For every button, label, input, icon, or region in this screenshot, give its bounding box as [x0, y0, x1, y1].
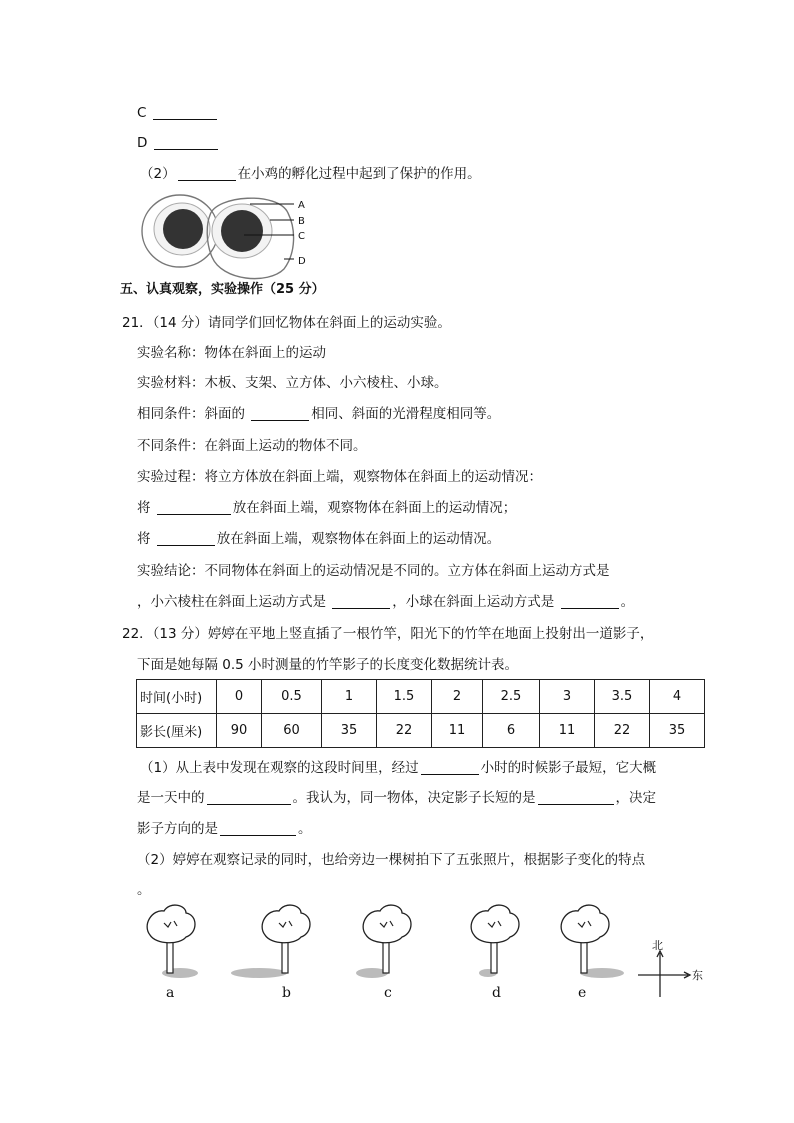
table-cell: 90: [217, 714, 262, 748]
line-d: D: [137, 134, 220, 152]
table-row-shadow: [137, 714, 705, 748]
table-cell: 1: [322, 680, 377, 714]
table-cell: 3: [540, 680, 595, 714]
table-cell: 3.5: [595, 680, 650, 714]
q22-sub1-line2: 是一天中的 。我认为，同一物体，决定影子长短的是 ，决定: [137, 790, 656, 806]
table-cell: 22: [377, 714, 432, 748]
q22-intro-2: 下面是她每隔 0.5 小时测量的竹竿影子的长度变化数据统计表。: [137, 657, 519, 673]
answer-blank-ball[interactable]: [561, 594, 619, 609]
q22-sub1-line1: （1）从上表中发现在观察的这段时间里，经过 小时的时候影子最短，它大概: [140, 760, 657, 776]
egg-label-c: C: [298, 231, 305, 242]
q22-sub2: （2）婷婷在观察记录的同时，也给旁边一棵树拍下了五张照片，根据影子变化的特点: [137, 852, 646, 868]
answer-blank-prism[interactable]: [332, 594, 390, 609]
tree-photos: [130, 905, 710, 1005]
answer-blank-c[interactable]: [153, 105, 217, 120]
compass-north-label: 北: [652, 939, 663, 952]
table-cell: 11: [432, 714, 483, 748]
q21-materials: 实验材料：木板、支架、立方体、小六棱柱、小球。: [137, 375, 448, 391]
tree-label-e: e: [578, 985, 587, 1001]
table-cell: 22: [595, 714, 650, 748]
table-cell: 35: [322, 714, 377, 748]
line-c: C: [137, 104, 219, 122]
q21-diff: 不同条件：在斜面上运动的物体不同。: [137, 438, 367, 454]
q21-intro: 21．（14 分）请同学们回忆物体在斜面上的运动实验。: [122, 315, 451, 331]
table-cell: 35: [650, 714, 705, 748]
q22-sub2-cont: 。: [137, 882, 151, 898]
compass-east-label: 东: [692, 969, 703, 982]
table-cell: 2: [432, 680, 483, 714]
table-cell: 1.5: [377, 680, 432, 714]
tree-b: [231, 905, 310, 978]
q21-name: 实验名称：物体在斜面上的运动: [137, 345, 326, 361]
shadow-length-table: [136, 679, 705, 748]
table-cell: 2.5: [483, 680, 540, 714]
egg-right-yolk: [221, 210, 263, 252]
answer-blank-object3[interactable]: [157, 531, 215, 546]
table-cell: 4: [650, 680, 705, 714]
section5-title: 五、认真观察，实验操作（25 分）: [120, 282, 325, 297]
answer-blank-same[interactable]: [251, 406, 309, 421]
q21-conclusion2: ，小六棱柱在斜面上运动方式是 ，小球在斜面上运动方式是 。: [137, 594, 635, 610]
tree-c: [356, 905, 411, 978]
q20-sub2: （2） 在小鸡的孵化过程中起到了保护的作用。: [140, 166, 481, 182]
table-header-time: 时间(小时): [137, 680, 217, 714]
q21-process2: 将 放在斜面上端，观察物体在斜面上的运动情况；: [137, 500, 517, 516]
answer-blank-d[interactable]: [154, 135, 218, 150]
egg-left-yolk: [163, 209, 203, 249]
answer-blank-length-factor[interactable]: [538, 790, 614, 805]
tree-label-c: c: [384, 985, 392, 1001]
egg-label-d: D: [298, 256, 306, 267]
compass: [638, 951, 690, 997]
tree-label-d: d: [492, 985, 501, 1001]
table-cell: 60: [262, 714, 322, 748]
tree-d: [471, 905, 519, 977]
table-row-time: [137, 680, 705, 714]
egg-diagram: [138, 193, 328, 285]
tree-e: [561, 905, 624, 978]
answer-blank-time-of-day[interactable]: [207, 790, 291, 805]
table-cell: 0: [217, 680, 262, 714]
egg-label-b: B: [298, 216, 305, 227]
tree-b-shadow: [231, 968, 287, 978]
q22-intro-1: 22．（13 分）婷婷在平地上竖直插了一根竹竿，阳光下的竹竿在地面上投射出一道影子，: [122, 626, 654, 642]
tree-a: [147, 905, 198, 978]
q21-process1: 实验过程：将立方体放在斜面上端，观察物体在斜面上的运动情况：: [137, 469, 542, 485]
answer-blank-object2[interactable]: [157, 500, 231, 515]
answer-blank-hours[interactable]: [421, 760, 479, 775]
q21-conclusion: 实验结论：不同物体在斜面上的运动情况是不同的。立方体在斜面上运动方式是: [137, 563, 610, 579]
table-cell: 11: [540, 714, 595, 748]
table-cell: 0.5: [262, 680, 322, 714]
table-cell: 6: [483, 714, 540, 748]
egg-label-a: A: [298, 200, 305, 211]
tree-label-a: a: [166, 985, 175, 1001]
table-header-shadow: 影长(厘米): [137, 714, 217, 748]
answer-blank-protect[interactable]: [178, 166, 236, 181]
tree-label-b: b: [282, 985, 291, 1001]
answer-blank-direction-factor[interactable]: [220, 821, 296, 836]
q22-sub1-line3: 影子方向的是 。: [137, 821, 312, 837]
q21-same: 相同条件：斜面的 相同、斜面的光滑程度相同等。: [137, 406, 501, 422]
q21-process3: 将 放在斜面上端，观察物体在斜面上的运动情况。: [137, 531, 501, 547]
